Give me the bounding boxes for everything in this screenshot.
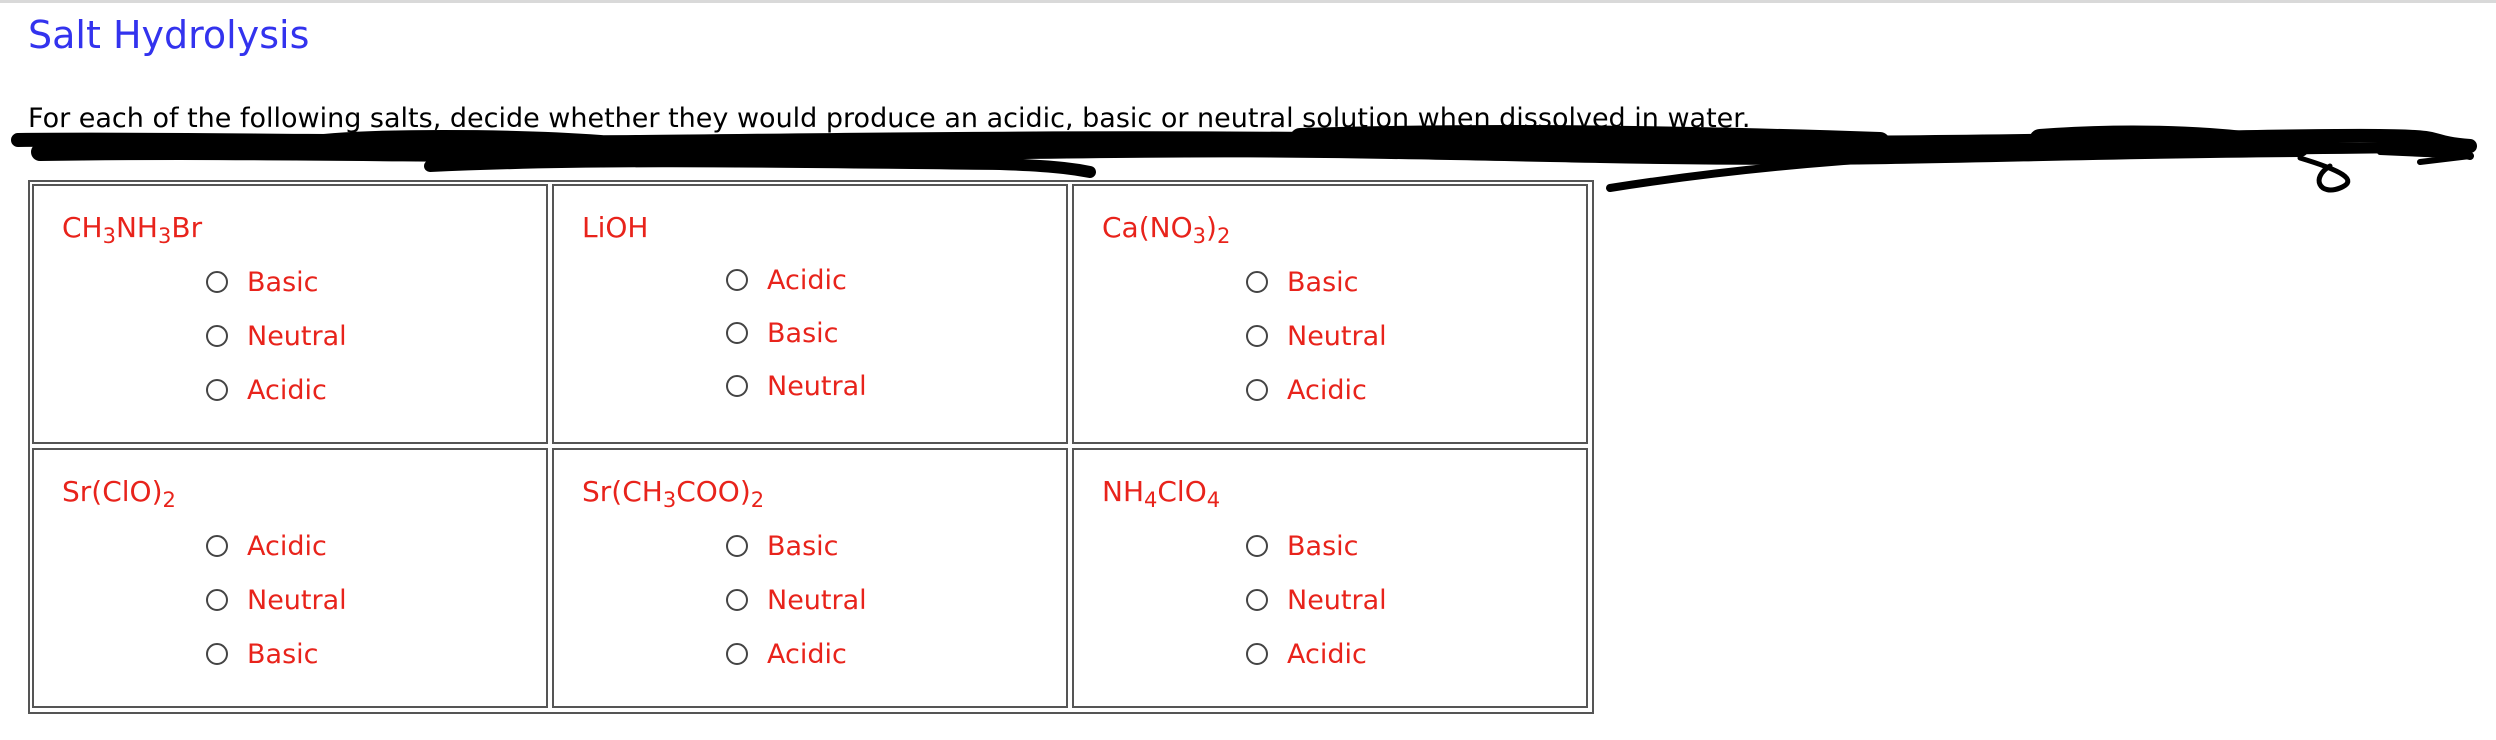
radio-button[interactable]	[1246, 643, 1268, 665]
salt-formula: $NH_4ClO_4$	[1102, 475, 1221, 512]
radio-option[interactable]	[1246, 526, 1358, 566]
salt-cell-3	[1072, 184, 1588, 444]
radio-button[interactable]	[206, 589, 228, 611]
radio-option[interactable]	[1246, 316, 1387, 356]
radio-button[interactable]	[206, 325, 228, 347]
option-label: Basic	[247, 266, 319, 298]
salt-cell-6	[1072, 448, 1588, 708]
radio-button[interactable]	[1246, 589, 1268, 611]
radio-option[interactable]	[1246, 262, 1358, 302]
option-label: Acidic	[767, 638, 847, 670]
salt-formula: $Sr(CH_3COO)_2$	[582, 475, 765, 512]
radio-button[interactable]	[726, 643, 748, 665]
option-label: Neutral	[247, 320, 347, 352]
radio-button[interactable]	[1246, 535, 1268, 557]
radio-button[interactable]	[206, 535, 228, 557]
radio-button[interactable]	[1246, 271, 1268, 293]
radio-option[interactable]	[1246, 580, 1387, 620]
radio-button[interactable]	[206, 271, 228, 293]
radio-option[interactable]	[206, 316, 347, 356]
option-label: Neutral	[1287, 320, 1387, 352]
option-label: Neutral	[767, 370, 867, 402]
radio-button[interactable]	[206, 643, 228, 665]
radio-option[interactable]	[726, 366, 867, 406]
option-label: Neutral	[247, 584, 347, 616]
salt-formula: LiOH	[582, 211, 649, 244]
instructions-text: For each of the following salts, decide whether they would produce an acidic, basic or neutral solution when dissolved in water.	[28, 103, 1751, 134]
option-label: Acidic	[767, 264, 847, 296]
option-label: Basic	[247, 638, 319, 670]
option-label: Neutral	[1287, 584, 1387, 616]
radio-button[interactable]	[726, 589, 748, 611]
option-label: Neutral	[767, 584, 867, 616]
radio-button[interactable]	[206, 379, 228, 401]
radio-option[interactable]	[206, 370, 327, 410]
salt-cell-5	[552, 448, 1068, 708]
option-label: Basic	[767, 317, 839, 349]
radio-option[interactable]	[726, 580, 867, 620]
top-divider	[0, 0, 2496, 3]
radio-option[interactable]	[1246, 370, 1367, 410]
option-label: Acidic	[1287, 374, 1367, 406]
salt-formula: $Sr(ClO)_2$	[62, 475, 176, 512]
radio-option[interactable]	[726, 313, 838, 353]
salt-grid	[28, 180, 1594, 714]
radio-option[interactable]	[726, 260, 847, 300]
salt-formula: $CH_3NH_3Br$	[62, 211, 203, 248]
radio-button[interactable]	[726, 375, 748, 397]
radio-option[interactable]	[726, 634, 847, 674]
radio-option[interactable]	[726, 526, 838, 566]
option-label: Acidic	[1287, 638, 1367, 670]
salt-cell-1	[32, 184, 548, 444]
radio-option[interactable]	[206, 580, 347, 620]
radio-option[interactable]	[206, 634, 318, 674]
salt-formula: $Ca(NO_3)_2$	[1102, 211, 1231, 248]
page-title: Salt Hydrolysis	[28, 13, 310, 57]
radio-button[interactable]	[726, 535, 748, 557]
option-label: Acidic	[247, 374, 327, 406]
radio-option[interactable]	[206, 526, 327, 566]
radio-option[interactable]	[1246, 634, 1367, 674]
option-label: Acidic	[247, 530, 327, 562]
salt-cell-2	[552, 184, 1068, 444]
option-label: Basic	[1287, 266, 1359, 298]
option-label: Basic	[1287, 530, 1359, 562]
radio-button[interactable]	[726, 322, 748, 344]
radio-button[interactable]	[1246, 325, 1268, 347]
radio-button[interactable]	[1246, 379, 1268, 401]
radio-option[interactable]	[206, 262, 318, 302]
radio-button[interactable]	[726, 269, 748, 291]
option-label: Basic	[767, 530, 839, 562]
salt-cell-4	[32, 448, 548, 708]
